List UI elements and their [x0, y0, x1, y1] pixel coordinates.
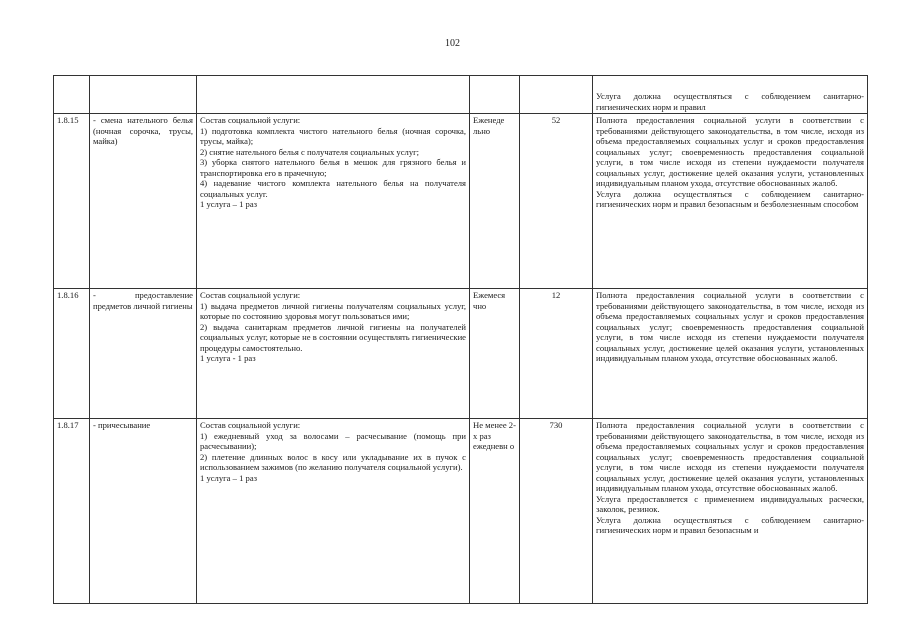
service-number: 1.8.15	[54, 114, 90, 289]
service-quantity: 12	[520, 289, 593, 419]
service-frequency: Не менее 2-х раз ежедневн о	[470, 419, 520, 604]
cell-empty	[470, 76, 520, 114]
service-frequency: Ежемеся чно	[470, 289, 520, 419]
cell-empty	[90, 76, 197, 114]
service-composition: Состав социальной услуги: 1) выдача предметов личной гигиены получателям социальных услуг, которые по состоянию здоровья могут пользоваться ими; 2) выдача санитаркам предметов личной гигиены на получателей социальных услуг, которые не в состоянии осуществлять гигиенические процедуры самостоятельно. 1 услуга - 1 раз	[197, 289, 470, 419]
table-row	[54, 419, 868, 604]
quality-text: Полнота предоставления социальной услуги в соответствии с требованиями действующего законодательства, в том числе, исходя из объема предоставляемых социальных услуг и сроков предоставления социальных услуг; своевременность предоставления социальной услуги, в том числе исходя из степени нуждаемости получателя социальных услуг, достижение целей оказания услуги, установленных индивидуальным планом ухода, отсутствие обоснованных жалоб.	[596, 420, 864, 493]
quality-cell	[593, 76, 868, 114]
service-composition: Состав социальной услуги: 1) ежедневный уход за волосами – расчесывание (помощь при расчесывании); 2) плетение длинных волос в косу или укладывание их в пучок с использованием зажимов (по желанию получателя социальной услуги). 1 услуга – 1 раз	[197, 419, 470, 604]
cell-empty	[520, 76, 593, 114]
quality-text: Полнота предоставления социальной услуги в соответствии с требованиями действующего законодательства, в том числе, исходя из объема предоставляемых социальных услуг и сроков предоставления социальных услуг; своевременность предоставления социальной услуги, в том числе исходя из степени нуждаемости получателя социальных услуг, достижение целей оказания услуги, установленных индивидуальным планом ухода, отсутствие обоснованных жалоб.	[596, 115, 864, 188]
service-quantity: 52	[520, 114, 593, 289]
service-quality	[593, 114, 868, 289]
services-table	[53, 75, 868, 604]
quality-text: Услуга должна осуществляться с соблюдением санитарно-гигиенических норм и правил безопасным и безболезненным способом	[596, 188, 864, 209]
service-frequency: Еженеде льно	[470, 114, 520, 289]
service-number: 1.8.16	[54, 289, 90, 419]
cell-empty	[54, 76, 90, 114]
cell-empty	[197, 76, 470, 114]
service-quality	[593, 289, 868, 419]
service-name: - причесывание	[90, 419, 197, 604]
page-number: 102	[445, 38, 460, 49]
table-row	[54, 114, 868, 289]
quality-text: Полнота предоставления социальной услуги в соответствии с требованиями действующего законодательства, в том числе, исходя из объема предоставляемых социальных услуг и сроков предоставления социальных услуг; своевременность предоставления социальной услуги, в том числе исходя из степени нуждаемости получателя социальных услуг, достижение целей оказания услуги, установленных индивидуальным планом ухода, отсутствие обоснованных жалоб.	[596, 290, 864, 363]
service-name: - предоставление предметов личной гигиены	[90, 289, 197, 419]
table-row	[54, 289, 868, 419]
service-composition: Состав социальной услуги: 1) подготовка комплекта чистого нательного белья (ночная сорочка, трусы, майка); 2) снятие нательного белья с получателя социальных услуг; 3) уборка снятого нательного белья в мешок для грязного белья и транспортировка его в прачечную; 4) надевание чистого комплекта нательного белья на получателя социальных услуг. 1 услуга – 1 раз	[197, 114, 470, 289]
service-quantity: 730	[520, 419, 593, 604]
service-number: 1.8.17	[54, 419, 90, 604]
quality-text: Услуга должна осуществляться с соблюдением санитарно-гигиенических норм и правил	[596, 91, 864, 112]
service-quality	[593, 419, 868, 604]
service-name: - смена нательного белья (ночная сорочка, трусы, майка)	[90, 114, 197, 289]
quality-text: Услуга должна осуществляться с соблюдением санитарно-гигиенических норм и правил безопасным и	[596, 514, 864, 535]
quality-text: Услуга предоставляется с применением индивидуальных расчески, заколок, резинок.	[596, 493, 864, 514]
table-row-continued	[54, 76, 868, 114]
